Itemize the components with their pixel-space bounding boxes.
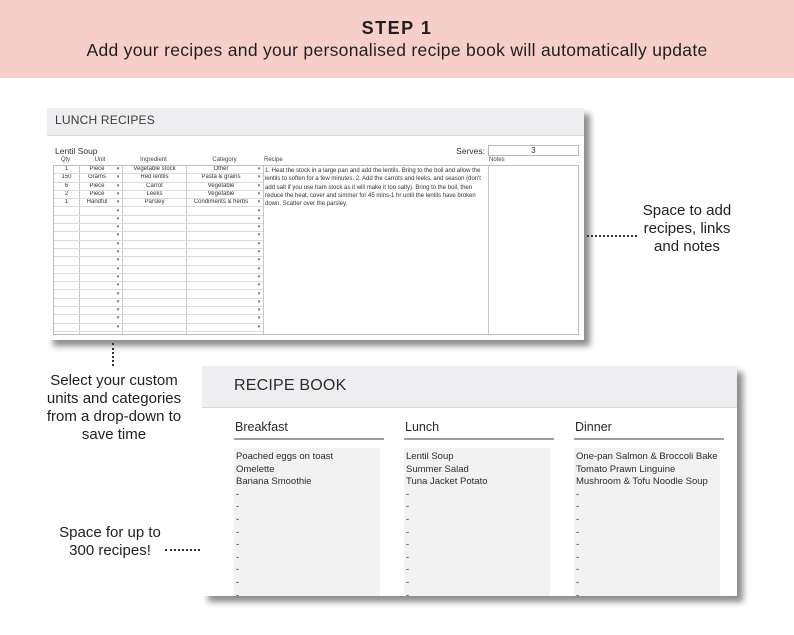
empty-slot: - <box>576 576 580 588</box>
empty-slot: - <box>576 551 580 563</box>
dropdown-arrow-icon[interactable]: ▾ <box>116 265 120 272</box>
ingredient-row <box>54 299 263 307</box>
dropdown-arrow-icon[interactable]: ▾ <box>257 182 261 189</box>
empty-slot: - <box>406 551 410 563</box>
dropdown-arrow-icon[interactable]: ▾ <box>116 240 120 247</box>
dropdown-arrow-icon[interactable]: ▾ <box>116 215 120 222</box>
cell-ingredient[interactable]: Parsley <box>144 199 165 206</box>
cell-unit[interactable]: Piece <box>89 166 105 172</box>
dropdown-arrow-icon[interactable]: ▾ <box>116 207 120 214</box>
dropdown-arrow-icon[interactable]: ▾ <box>257 232 261 239</box>
ingredient-row <box>54 241 263 249</box>
dropdown-arrow-icon[interactable]: ▾ <box>257 166 261 172</box>
ingredient-row <box>54 257 263 265</box>
ingredient-row <box>54 274 263 282</box>
cell-ingredient[interactable]: Carrot <box>146 182 163 189</box>
dropdown-arrow-icon[interactable]: ▾ <box>257 273 261 280</box>
empty-slot: - <box>236 513 240 525</box>
dropdown-arrow-icon[interactable]: ▾ <box>257 265 261 272</box>
cell-category[interactable]: Condiments & herbs <box>193 199 249 206</box>
recipe-book-sheet <box>202 366 737 596</box>
recipe-method-text[interactable]: 1. Heat the stock in a large pan and add the lentils. Bring to the boil and allow the lentils to soften for a few minutes. 2. Add the carrots and leeks, and season (don't add salt if you use ham stock as it will make it too salty). Bring to the boil, then reduce the heat, cover and simmer for 45 mins-1 hr until the lentils have broken down. Scatter over the parsley. <box>265 168 481 208</box>
dropdown-arrow-icon[interactable]: ▾ <box>257 174 261 181</box>
book-column-dinner <box>574 420 724 596</box>
book-list <box>234 448 380 596</box>
dropdown-arrow-icon[interactable]: ▾ <box>116 273 120 280</box>
empty-slot: - <box>406 564 410 576</box>
cell-unit[interactable]: Grams <box>88 174 106 181</box>
callout-dropdown: Select your custom units and categories from a drop-down to save time <box>46 372 182 443</box>
book-column-heading: Breakfast <box>235 420 288 434</box>
empty-slot: - <box>406 576 410 588</box>
dropdown-arrow-icon[interactable]: ▾ <box>116 174 120 181</box>
ingredient-row <box>54 266 263 274</box>
recipe-entry[interactable]: Tuna Jacket Potato <box>406 476 488 488</box>
dropdown-arrow-icon[interactable]: ▾ <box>116 232 120 239</box>
dropdown-arrow-icon[interactable]: ▾ <box>257 307 261 314</box>
cell-category[interactable]: Vegetable <box>207 190 235 197</box>
ingredient-row <box>54 183 263 191</box>
ingredient-row <box>54 224 263 232</box>
cell-unit[interactable]: Piece <box>89 190 105 197</box>
cell-ingredient[interactable]: Leeks <box>146 190 163 197</box>
ingredient-row <box>54 291 263 299</box>
book-list <box>404 448 550 596</box>
empty-slot: - <box>406 501 410 513</box>
dropdown-arrow-icon[interactable]: ▾ <box>257 199 261 206</box>
dropdown-arrow-icon[interactable]: ▾ <box>116 182 120 189</box>
ingredient-row <box>54 315 263 323</box>
callout-capacity: Space for up to 300 recipes! <box>59 524 161 559</box>
empty-slot: - <box>236 488 240 500</box>
dropdown-arrow-icon[interactable]: ▾ <box>257 315 261 322</box>
recipe-entry[interactable]: One-pan Salmon & Broccoli Bake <box>576 451 718 462</box>
empty-slot: - <box>236 564 240 576</box>
cell-qty[interactable]: 6 <box>64 182 69 189</box>
dropdown-arrow-icon[interactable]: ▾ <box>257 240 261 247</box>
ingredient-row <box>54 208 263 216</box>
dropdown-arrow-icon[interactable]: ▾ <box>257 282 261 289</box>
connector-dots <box>112 343 114 366</box>
book-column-heading: Lunch <box>405 420 440 434</box>
column-divider <box>263 166 264 334</box>
empty-slot: - <box>236 526 240 538</box>
ingredient-row <box>54 174 263 182</box>
empty-slot: - <box>236 576 240 588</box>
heading-rule <box>404 438 554 440</box>
cell-qty[interactable]: 1 <box>64 166 69 172</box>
empty-slot: - <box>406 539 410 551</box>
dropdown-arrow-icon[interactable]: ▾ <box>116 257 120 264</box>
dropdown-arrow-icon[interactable]: ▾ <box>116 298 120 305</box>
dropdown-arrow-icon[interactable]: ▾ <box>116 199 120 206</box>
ingredients-grid <box>53 157 579 335</box>
ingredient-row <box>54 324 263 332</box>
cell-unit[interactable]: Piece <box>89 182 105 189</box>
empty-slot: - <box>576 589 580 596</box>
dropdown-arrow-icon[interactable]: ▾ <box>257 224 261 231</box>
column-header-recipe: Recipe <box>264 157 283 163</box>
empty-slot: - <box>406 513 410 525</box>
dropdown-arrow-icon[interactable]: ▾ <box>257 298 261 305</box>
cell-category[interactable]: Vegetable <box>207 182 235 189</box>
recipe-entry[interactable]: Banana Smoothie <box>236 476 312 488</box>
sheet-header <box>47 108 584 136</box>
recipe-book-title: RECIPE BOOK <box>234 377 347 394</box>
serves-label: Serves: <box>456 146 485 156</box>
book-list <box>574 448 720 596</box>
header-banner <box>0 0 794 78</box>
dropdown-arrow-icon[interactable]: ▾ <box>116 224 120 231</box>
recipe-entry[interactable]: Lentil Soup <box>406 451 454 462</box>
dropdown-arrow-icon[interactable]: ▾ <box>257 290 261 297</box>
recipe-entry[interactable]: Mushroom & Tofu Noodle Soup <box>576 476 708 488</box>
grid-body <box>53 165 579 335</box>
book-column-heading: Dinner <box>575 420 612 434</box>
ingredient-row <box>54 166 263 174</box>
connector-dots <box>165 549 200 551</box>
ingredient-row <box>54 307 263 315</box>
dropdown-arrow-icon[interactable]: ▾ <box>257 207 261 214</box>
column-header-unit: Unit <box>94 157 106 163</box>
empty-slot: - <box>236 551 240 563</box>
column-header-qty: Qty <box>60 157 71 163</box>
column-divider <box>488 166 489 334</box>
recipe-name-field[interactable]: Lentil Soup <box>55 146 98 156</box>
step-title: STEP 1 <box>361 18 433 38</box>
empty-slot: - <box>576 513 580 525</box>
cell-qty[interactable]: 1 <box>64 199 69 206</box>
empty-slot: - <box>576 564 580 576</box>
ingredient-row <box>54 199 263 207</box>
dropdown-arrow-icon[interactable]: ▾ <box>116 290 120 297</box>
ingredient-row <box>54 191 263 199</box>
dropdown-arrow-icon[interactable]: ▾ <box>116 315 120 322</box>
lunch-recipes-sheet <box>47 108 584 340</box>
ingredient-row <box>54 216 263 224</box>
cell-qty[interactable]: 2 <box>64 190 69 197</box>
empty-slot: - <box>236 539 240 551</box>
dropdown-arrow-icon[interactable]: ▾ <box>257 215 261 222</box>
dropdown-arrow-icon[interactable]: ▾ <box>116 166 120 172</box>
cell-category[interactable]: Other <box>213 166 229 172</box>
heading-rule <box>574 438 724 440</box>
empty-slot: - <box>236 501 240 513</box>
dropdown-arrow-icon[interactable]: ▾ <box>257 249 261 255</box>
recipe-book-header <box>202 366 737 408</box>
book-column-lunch <box>404 420 554 596</box>
dropdown-arrow-icon[interactable]: ▾ <box>116 190 120 197</box>
cell-unit[interactable]: Handful <box>86 199 108 206</box>
empty-slot: - <box>406 589 410 596</box>
book-column-breakfast <box>234 420 384 596</box>
dropdown-arrow-icon[interactable]: ▾ <box>116 323 120 330</box>
empty-slot: - <box>576 526 580 538</box>
empty-slot: - <box>576 539 580 551</box>
cell-ingredient[interactable]: Red lentils <box>140 174 169 181</box>
cell-qty[interactable]: 150 <box>61 174 72 181</box>
dropdown-arrow-icon[interactable]: ▾ <box>116 282 120 289</box>
dropdown-arrow-icon[interactable]: ▾ <box>116 307 120 314</box>
callout-notes-space: Space to add recipes, links and notes <box>642 202 732 255</box>
dropdown-arrow-icon[interactable]: ▾ <box>257 190 261 197</box>
ingredient-row <box>54 282 263 290</box>
empty-slot: - <box>406 488 410 500</box>
recipe-entry[interactable]: Summer Salad <box>406 463 469 475</box>
serves-input[interactable]: 3 <box>488 145 579 156</box>
heading-rule <box>234 438 384 440</box>
column-header-category: Category <box>212 157 237 163</box>
empty-slot: - <box>236 589 240 596</box>
dropdown-arrow-icon[interactable]: ▾ <box>257 257 261 264</box>
recipe-entry[interactable]: Poached eggs on toast <box>236 451 334 462</box>
recipe-entry[interactable]: Tomato Prawn Linguine <box>576 463 676 475</box>
dropdown-arrow-icon[interactable]: ▾ <box>116 249 120 255</box>
sheet-title: LUNCH RECIPES <box>55 113 155 127</box>
step-subtitle: Add your recipes and your personalised recipe book will automatically update <box>86 40 708 60</box>
column-header-ingredient: Ingredient <box>140 157 167 163</box>
ingredient-row <box>54 232 263 240</box>
empty-slot: - <box>406 526 410 538</box>
dropdown-arrow-icon[interactable]: ▾ <box>257 323 261 330</box>
cell-ingredient[interactable]: Vegetable stock <box>133 166 176 172</box>
connector-dots <box>587 235 637 237</box>
recipe-entry[interactable]: Omelette <box>236 463 275 475</box>
ingredient-row <box>54 249 263 257</box>
empty-slot: - <box>576 501 580 513</box>
empty-slot: - <box>576 488 580 500</box>
column-header-notes: Notes <box>489 157 505 163</box>
cell-category[interactable]: Pasta & grains <box>201 174 241 181</box>
